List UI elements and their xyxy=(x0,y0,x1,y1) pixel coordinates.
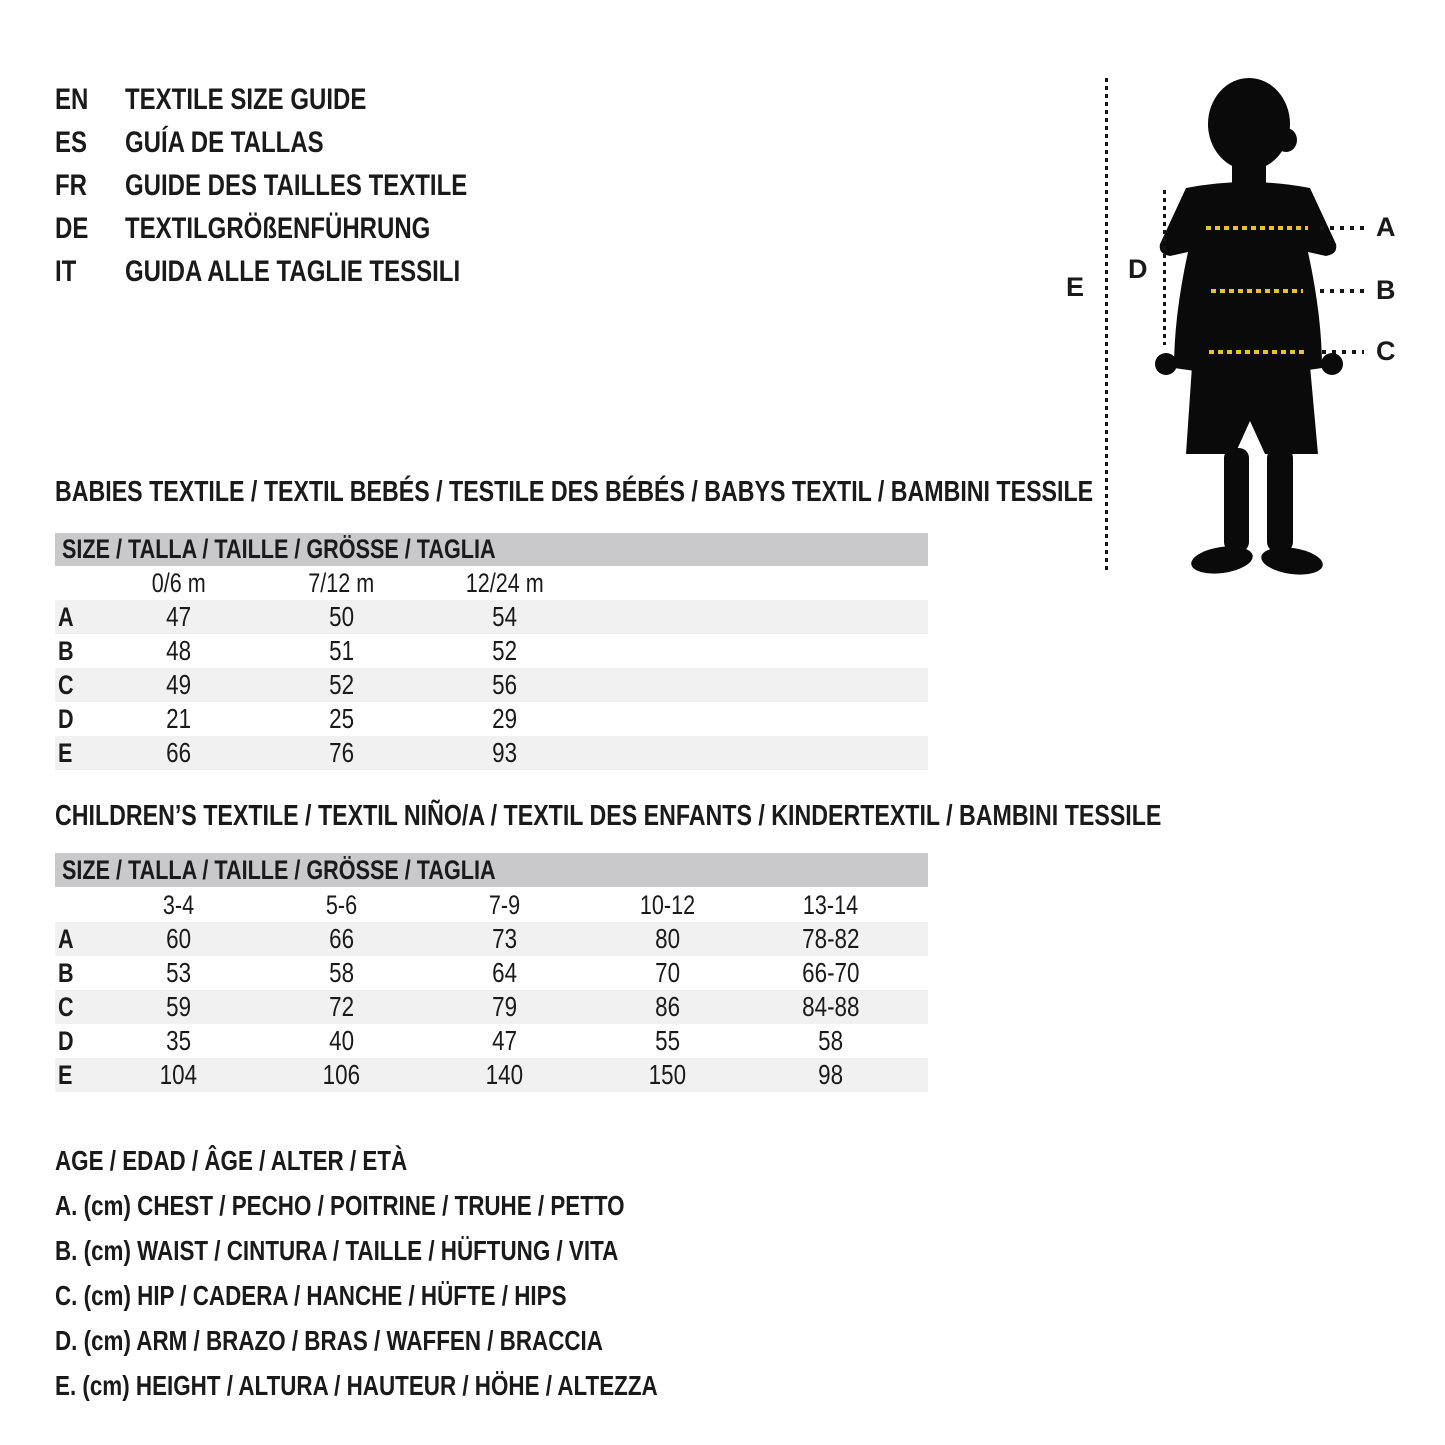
cell-value: 86 xyxy=(655,991,680,1022)
row-label: C xyxy=(58,991,74,1022)
measure-label-b: B xyxy=(1376,275,1396,305)
cell-value: 104 xyxy=(159,1059,198,1090)
cell-value: 78-82 xyxy=(801,923,860,954)
cell-value: 29 xyxy=(492,703,517,734)
children-section-title-text: CHILDREN’S TEXTILE / TEXTIL NIÑO/A / TEXTIL DES ENFANTS / KINDERTEXTIL / BAMBINI TESSILE xyxy=(55,800,1162,832)
cell-value: 53 xyxy=(166,957,191,988)
babies-table-body xyxy=(55,600,928,770)
lang-code: DE xyxy=(55,211,89,245)
lang-row-en xyxy=(55,78,553,121)
column-header: 3-4 xyxy=(162,889,195,920)
waist-measure-dash-black xyxy=(1320,289,1364,293)
lang-row-es xyxy=(55,121,553,164)
cell-value: 73 xyxy=(492,923,517,954)
lang-code: FR xyxy=(55,168,87,202)
column-header: 5-6 xyxy=(325,889,358,920)
column-header: 7-9 xyxy=(488,889,521,920)
children-size-header-text: SIZE / TALLA / TAILLE / GRÖSSE / TAGLIA xyxy=(62,854,496,885)
legend-line-height xyxy=(55,1363,808,1408)
table-row xyxy=(55,990,928,1024)
measure-label-a: A xyxy=(1376,212,1396,242)
cell-value: 25 xyxy=(329,703,354,734)
lang-row-it xyxy=(55,250,553,293)
row-label: B xyxy=(58,957,74,988)
cell-value: 52 xyxy=(329,669,354,700)
language-guide-block xyxy=(55,78,553,293)
measure-label-e: E xyxy=(1066,272,1085,302)
legend-line-arm xyxy=(55,1318,808,1363)
row-label: E xyxy=(58,737,73,768)
legend-text: E. (cm) HEIGHT / ALTURA / HAUTEUR / HÖHE / ALTEZZA xyxy=(55,1369,658,1401)
cell-value: 48 xyxy=(166,635,191,666)
table-row xyxy=(55,1024,928,1058)
lang-code: EN xyxy=(55,82,89,116)
cell-value: 59 xyxy=(166,991,191,1022)
cell-value: 150 xyxy=(648,1059,687,1090)
column-header: 12/24 m xyxy=(465,567,544,598)
cell-value: 140 xyxy=(485,1059,524,1090)
waist-measure-dash-yellow xyxy=(1211,289,1303,293)
legend-line-chest xyxy=(55,1183,808,1228)
babies-column-header-row xyxy=(55,566,928,600)
cell-value: 79 xyxy=(492,991,517,1022)
children-section-title xyxy=(55,800,1438,833)
cell-value: 55 xyxy=(655,1025,680,1056)
cell-value: 64 xyxy=(492,957,517,988)
column-header: 10-12 xyxy=(639,889,696,920)
column-header: 0/6 m xyxy=(151,567,206,598)
cell-value: 56 xyxy=(492,669,517,700)
table-row xyxy=(55,922,928,956)
lang-label: GUÍA DE TALLAS xyxy=(125,125,324,159)
hip-measure-dash-yellow xyxy=(1209,350,1307,354)
measurement-legend xyxy=(55,1138,808,1408)
silhouette-shorts xyxy=(1186,366,1318,454)
chest-measure-dash-black xyxy=(1320,226,1364,230)
cell-value: 66-70 xyxy=(801,957,860,988)
table-row xyxy=(55,1058,928,1092)
lang-label: GUIDA ALLE TAGLIE TESSILI xyxy=(125,254,461,288)
cell-value: 98 xyxy=(818,1059,843,1090)
row-label: D xyxy=(58,703,74,734)
cell-value: 35 xyxy=(166,1025,191,1056)
silhouette-torso xyxy=(1160,182,1337,374)
lang-label: GUIDE DES TAILLES TEXTILE xyxy=(125,168,468,202)
chest-measure-dash-yellow xyxy=(1206,226,1308,230)
children-column-header-row xyxy=(55,888,928,922)
babies-section-title xyxy=(55,476,1353,509)
cell-value: 49 xyxy=(166,669,191,700)
cell-value: 54 xyxy=(492,601,517,632)
table-row xyxy=(55,956,928,990)
table-row xyxy=(55,600,928,634)
cell-value: 93 xyxy=(492,737,517,768)
row-label: C xyxy=(58,669,74,700)
cell-value: 76 xyxy=(329,737,354,768)
legend-text: B. (cm) WAIST / CINTURA / TAILLE / HÜFTUNG / VITA xyxy=(55,1234,619,1266)
cell-value: 21 xyxy=(166,703,191,734)
legend-line-waist xyxy=(55,1228,808,1273)
legend-text: AGE / EDAD / ÂGE / ALTER / ETÀ xyxy=(55,1144,408,1176)
hip-measure-dash-black xyxy=(1322,350,1364,354)
babies-size-header-text: SIZE / TALLA / TAILLE / GRÖSSE / TAGLIA xyxy=(62,534,496,564)
legend-line-age xyxy=(55,1138,808,1183)
legend-line-hip xyxy=(55,1273,808,1318)
measure-label-c: C xyxy=(1376,336,1396,366)
cell-value: 50 xyxy=(329,601,354,632)
cell-value: 66 xyxy=(166,737,191,768)
cell-value: 58 xyxy=(818,1025,843,1056)
cell-value: 70 xyxy=(655,957,680,988)
row-label: B xyxy=(58,635,74,666)
cell-value: 84-88 xyxy=(801,991,860,1022)
measure-label-d: D xyxy=(1128,254,1148,284)
lang-row-de xyxy=(55,207,553,250)
cell-value: 52 xyxy=(492,635,517,666)
legend-text: C. (cm) HIP / CADERA / HANCHE / HÜFTE / HIPS xyxy=(55,1279,567,1311)
row-label: D xyxy=(58,1025,74,1056)
row-label: A xyxy=(58,923,74,954)
column-header: 7/12 m xyxy=(308,567,375,598)
cell-value: 58 xyxy=(329,957,354,988)
babies-section-title-text: BABIES TEXTILE / TEXTIL BEBÉS / TESTILE DES BÉBÉS / BABYS TEXTIL / BAMBINI TESSILE xyxy=(55,476,1094,508)
silhouette-left-hand xyxy=(1155,353,1177,375)
babies-size-header-bar xyxy=(55,533,928,566)
table-row xyxy=(55,702,928,736)
cell-value: 47 xyxy=(492,1025,517,1056)
legend-text: D. (cm) ARM / BRAZO / BRAS / WAFFEN / BRACCIA xyxy=(55,1324,603,1356)
row-label: E xyxy=(58,1059,73,1090)
column-header: 13-14 xyxy=(802,889,859,920)
row-label: A xyxy=(58,601,74,632)
lang-code: IT xyxy=(55,254,77,288)
silhouette-right-hand xyxy=(1321,353,1343,375)
cell-value: 47 xyxy=(166,601,191,632)
silhouette-right-shoe xyxy=(1259,544,1324,576)
legend-text: A. (cm) CHEST / PECHO / POITRINE / TRUHE / PETTO xyxy=(55,1189,625,1221)
table-row xyxy=(55,736,928,770)
lang-label: TEXTILGRÖßENFÜHRUNG xyxy=(125,211,431,245)
cell-value: 66 xyxy=(329,923,354,954)
lang-code: ES xyxy=(55,125,88,159)
lang-row-fr xyxy=(55,164,553,207)
cell-value: 51 xyxy=(329,635,354,666)
cell-value: 72 xyxy=(329,991,354,1022)
cell-value: 40 xyxy=(329,1025,354,1056)
cell-value: 106 xyxy=(322,1059,361,1090)
children-table-body xyxy=(55,922,928,1092)
table-row xyxy=(55,668,928,702)
cell-value: 60 xyxy=(166,923,191,954)
silhouette-nose xyxy=(1275,128,1297,152)
arm-measure-line-d xyxy=(1163,190,1166,345)
table-row xyxy=(55,634,928,668)
children-size-header-bar xyxy=(55,853,928,887)
lang-label: TEXTILE SIZE GUIDE xyxy=(125,82,367,116)
cell-value: 80 xyxy=(655,923,680,954)
